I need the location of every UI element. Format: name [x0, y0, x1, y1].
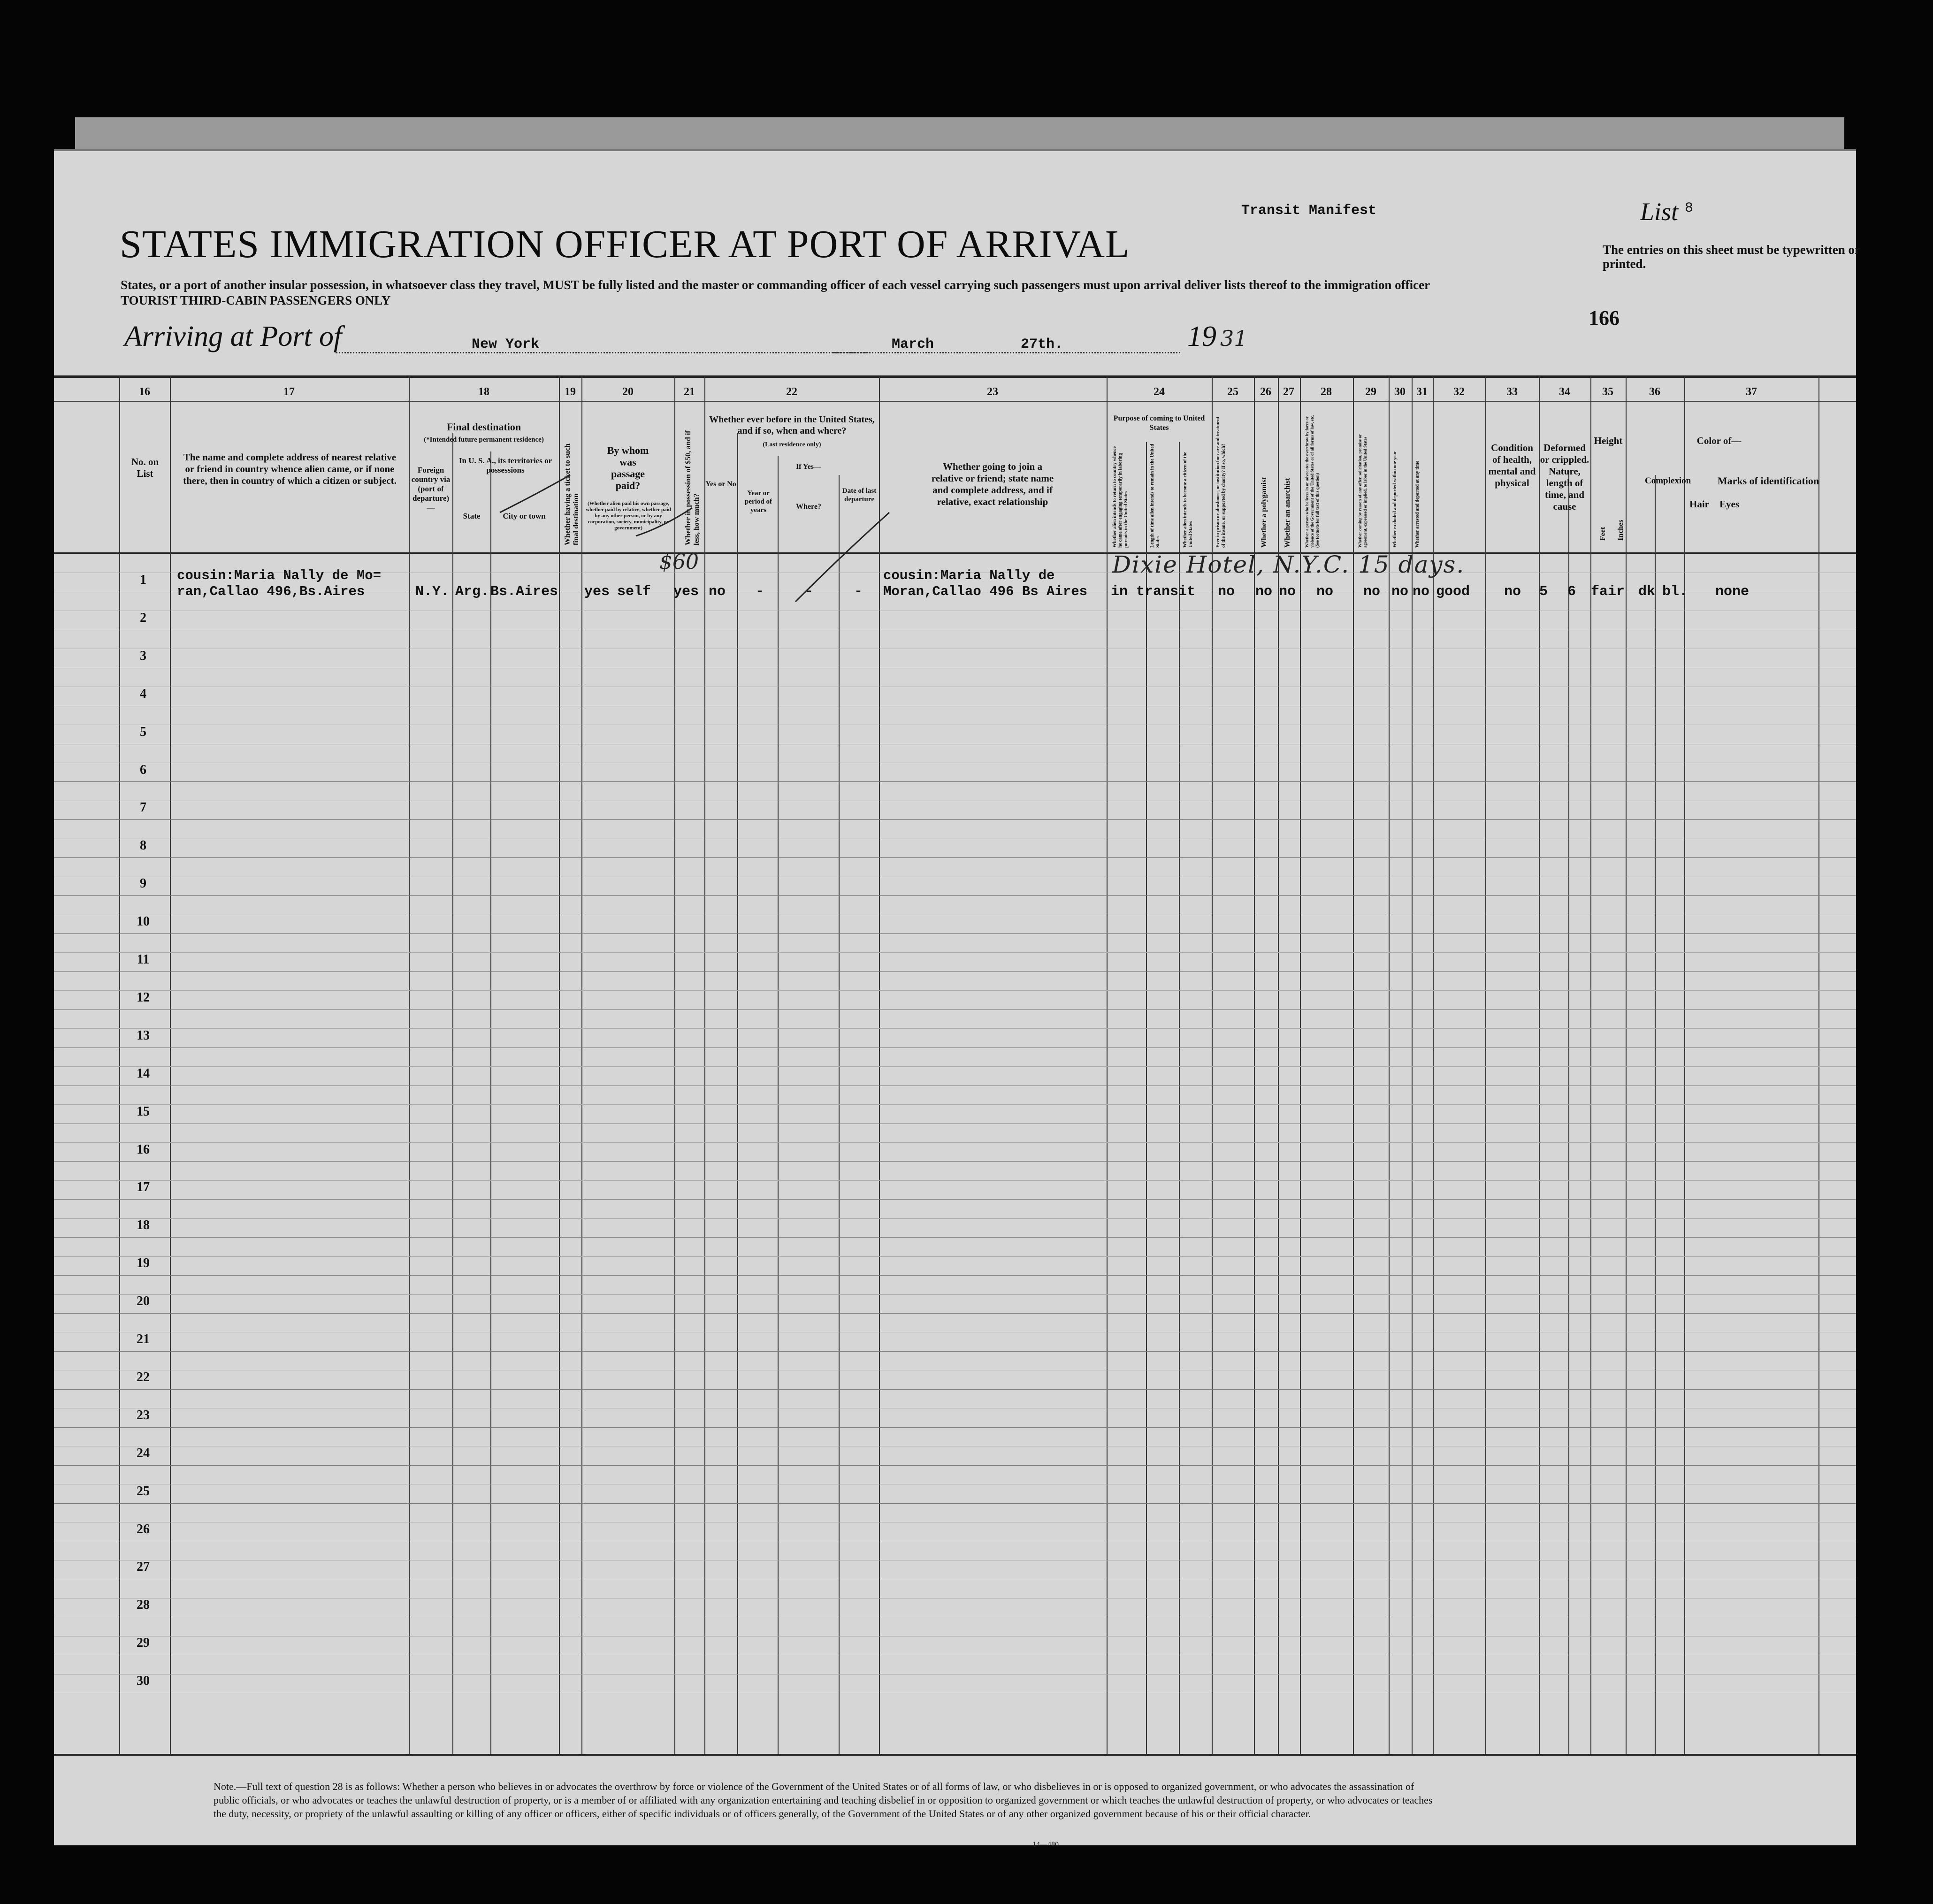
table-row: [54, 1199, 1856, 1200]
col-divider: [1485, 376, 1486, 1754]
col-number: 35: [1602, 386, 1613, 398]
table-row: [54, 1275, 1856, 1276]
hdr-final-destination-note: (*Intended future permanent residence): [424, 436, 544, 444]
hdr-overthrow: Whether a person who believes in or advocates the overthrow by force or violence of the Government of the United States or of all forms of law, etc. (See footnote for full text of this question): [1305, 415, 1320, 548]
row-number: 14: [137, 1066, 150, 1081]
row-number: 21: [137, 1332, 150, 1346]
table-row: [54, 1009, 1856, 1010]
col-number: 31: [1416, 386, 1428, 398]
manifest-sheet: [54, 149, 1860, 1849]
col-divider: [1818, 376, 1819, 1754]
arriving-label: Arriving at Port of: [124, 321, 342, 352]
row-subline: [54, 952, 1856, 953]
row-number: 29: [137, 1636, 150, 1651]
row-number: 5: [140, 724, 146, 739]
col-number: 17: [283, 386, 295, 398]
col-divider: [1389, 376, 1390, 1754]
table-row: [54, 1161, 1856, 1162]
row-number: 30: [137, 1674, 150, 1689]
col-number: 36: [1649, 386, 1660, 398]
row-subline: [54, 1104, 1856, 1105]
hdr-foreign-country: Foreign country via (port of departure)—: [411, 466, 451, 512]
hdr-purpose-citizen: Whether alien intends to become a citizen of the United States: [1183, 451, 1193, 548]
hdr-last-residence: (Last residence only): [763, 441, 821, 448]
hdr-passage-paid-note: (Whether alien paid his own passage, whether paid by relative, whether paid by any other person, or by any corporation, society, municipality, or government): [586, 501, 671, 531]
col-divider: [1539, 376, 1540, 1754]
hdr-height: Height: [1594, 435, 1623, 446]
table-row: [54, 1237, 1856, 1238]
sub-divider: [1568, 470, 1569, 1754]
hair-value: dk: [1638, 584, 1656, 600]
col-number: 24: [1154, 386, 1165, 398]
col-divider: [704, 376, 705, 1754]
row-number: 2: [140, 610, 146, 625]
row-subline: [54, 1142, 1856, 1143]
date-line: [833, 352, 1180, 353]
before-date-value: -: [854, 584, 863, 600]
col-number: 34: [1559, 386, 1570, 398]
col-divider: [1254, 376, 1255, 1754]
before-where-value: -: [805, 584, 814, 600]
sub-divider: [452, 433, 453, 1754]
hdr-anarchist: Whether an anarchist: [1284, 478, 1291, 548]
hdr-polygamist: Whether a polygamist: [1260, 477, 1268, 548]
hdr-yes-or-no: Yes or No: [705, 480, 736, 488]
row-number: 20: [137, 1294, 150, 1309]
dest-city: Bs.Aires: [490, 584, 558, 600]
row-number: 4: [140, 686, 146, 701]
hdr-deformed: Deformed or crippled. Nature, length of time, and cause: [1540, 442, 1589, 512]
hdr-feet: Feet: [1599, 527, 1607, 541]
hdr-in-usa: In U. S. A., its territories or possessions: [458, 456, 552, 474]
day-value: 27th.: [1021, 336, 1063, 352]
hdr-passage-paid: By whom was passage paid?: [607, 444, 649, 491]
dest-state: Arg.: [455, 584, 489, 600]
passenger-class: TOURIST THIRD-CABIN PASSENGERS ONLY: [121, 293, 391, 307]
hdr-purpose-return: Whether alien intends to return to country whence he came after engaging temporarily in laboring pursuits in the United States: [1112, 446, 1129, 548]
hdr-joining-relative: Whether going to join a relative or friend; state name and complete address, and if relative, exact relationship: [931, 461, 1054, 507]
col-divider: [1684, 376, 1685, 1754]
table-row: [54, 971, 1856, 972]
row-number: 12: [137, 990, 150, 1005]
col-number: 20: [622, 386, 634, 398]
hdr-inches: Inches: [1617, 520, 1625, 541]
hdr-marks: Marks of identification: [1717, 475, 1819, 487]
hdr-purpose: Purpose of coming to United States: [1113, 414, 1205, 432]
col-divider: [1590, 376, 1591, 1754]
relative-address-line2: ran,Callao 496,Bs.Aires: [177, 584, 365, 599]
row-number: 1: [140, 573, 146, 587]
row-number: 10: [137, 914, 150, 929]
col-divider: [1278, 376, 1279, 1754]
col-number: 32: [1453, 386, 1465, 398]
footnote-question-28: Note.—Full text of question 28 is as follows: Whether a person who believes in or advocates the overthrow by force or violence of the Government of the United States or of all forms of law, or who disbelieves in or is opposed to organized government, or who advocates the assassination of public officials, or who advocates or teaches the unlawful destruction of property, or is a member of or affiliated with any organization entertaining and teaching disbelief in or opposition to organized government or which teaches the unlawful destruction of property, or who advocates or teaches the duty, necessity, or propriety of the unlawful assaulting or killing of any officer or officers, either of specific individuals or of officers generally, of the Government of the United States or of any other organized government because of his or their official character.: [214, 1781, 1433, 1820]
table-top-border: [54, 375, 1856, 378]
sub-divider: [1655, 475, 1656, 1754]
hdr-excluded: Whether excluded and deported within one year: [1392, 451, 1398, 548]
col-divider: [409, 376, 410, 1754]
table-row: [54, 1503, 1856, 1504]
hdr-eyes: Eyes: [1719, 498, 1739, 510]
sub-divider: [778, 456, 779, 1754]
col-number: 18: [478, 386, 489, 398]
row-number: 11: [137, 952, 150, 967]
form-instructions: States, or a port of another insular possession, in whatsoever class they travel, MUST be fully listed and the master or commanding officer of each vessel carrying such passengers must upon arrival deliver lists thereof to the immigration officer: [121, 278, 1430, 292]
col-number: 25: [1227, 386, 1238, 398]
hdr-purpose-length: Length of time alien intends to remain in the United States: [1150, 444, 1161, 548]
hdr-state: State: [463, 512, 481, 520]
hdr-before-in-us: Whether ever before in the United States, and if so, when and where?: [709, 414, 875, 436]
sub-divider: [839, 475, 840, 1754]
row-number: 15: [137, 1104, 150, 1119]
row-number: 3: [140, 648, 146, 663]
anarchist-value: no: [1279, 584, 1296, 600]
hdr-if-yes: If Yes—: [795, 463, 822, 471]
form-number: 14—480: [1032, 1841, 1059, 1849]
table-row: [54, 1465, 1856, 1466]
col-divider: [1626, 376, 1627, 1754]
dest-foreign: N.Y.: [415, 584, 450, 600]
sub-divider: [737, 433, 738, 1754]
labor-offer-value: no: [1363, 584, 1381, 600]
col-divider: [1300, 376, 1301, 1754]
arrested-value: no: [1413, 584, 1430, 600]
before-year-value: -: [756, 584, 764, 600]
row-subline: [54, 1180, 1856, 1181]
sub-divider: [1146, 442, 1147, 1754]
year-printed: 19: [1187, 321, 1216, 352]
hdr-complexion: Complexion: [1645, 476, 1691, 486]
table-row: [54, 895, 1856, 896]
joining-address-line1: cousin:Maria Nally de: [883, 568, 1055, 583]
polygamist-value: no: [1255, 584, 1273, 600]
hdr-date-last-departure: Date of last departure: [842, 487, 877, 503]
money-value: yes: [673, 584, 699, 600]
col-number: 30: [1394, 386, 1406, 398]
typewritten-notice: The entries on this sheet must be typewritten or printed.: [1603, 243, 1860, 271]
col-number: 28: [1321, 386, 1332, 398]
table-row: [54, 857, 1856, 858]
height-feet-value: 5: [1539, 584, 1548, 600]
hdr-nearest-relative: The name and complete address of nearest relative or friend in country whence alien came, or if none there, then in country of which a citizen or subject.: [183, 451, 397, 486]
col-divider: [1433, 376, 1434, 1754]
table-row: [54, 819, 1856, 820]
ticket-value: yes: [584, 584, 610, 600]
col-divider: [581, 376, 582, 1754]
col-number: 19: [565, 386, 576, 398]
marks-value: none: [1715, 584, 1750, 600]
health-value: good: [1436, 584, 1470, 600]
row-number: 27: [137, 1560, 150, 1575]
money-handwritten: $60: [659, 550, 699, 574]
eyes-value: bl.: [1662, 584, 1688, 600]
excluded-value: no: [1391, 584, 1409, 600]
row-subline: [54, 990, 1856, 991]
row-number: 7: [140, 800, 146, 815]
col-divider: [1212, 376, 1213, 1754]
row-subline: [54, 1218, 1856, 1219]
before-in-us-value: no: [709, 584, 726, 600]
sub-divider: [1179, 442, 1180, 1754]
hdr-no-on-list: No. on List: [131, 456, 159, 479]
col-divider: [559, 376, 560, 1754]
hdr-city: City or town: [503, 512, 546, 520]
month-value: March: [892, 336, 934, 352]
hdr-health: Condition of health, mental and physical: [1488, 442, 1536, 489]
overthrow-value: no: [1316, 584, 1334, 600]
manifest-type: Transit Manifest: [1241, 203, 1377, 219]
col-divider: [674, 376, 675, 1754]
port-line: [336, 352, 871, 353]
col-number: 26: [1260, 386, 1271, 398]
hdr-where: Where?: [796, 503, 821, 511]
complexion-value: fair: [1591, 584, 1625, 600]
row-number: 23: [137, 1407, 150, 1422]
table-row: [54, 1389, 1856, 1390]
prison-value: no: [1218, 584, 1235, 600]
col-number: 23: [987, 386, 998, 398]
list-label: List: [1640, 198, 1679, 226]
row-subline: [54, 1256, 1856, 1257]
row-number: 19: [137, 1256, 150, 1271]
col-divider: [1107, 376, 1108, 1754]
form-title: STATES IMMIGRATION OFFICER AT PORT OF ARRIVAL: [120, 222, 1130, 266]
col-number: 22: [786, 386, 797, 398]
hdr-arrested: Whether arrested and deported at any time: [1415, 460, 1420, 548]
row-number: 28: [137, 1598, 150, 1613]
row-number: 26: [137, 1522, 150, 1537]
col-number: 21: [684, 386, 695, 398]
hdr-fifty-dollars: Whether in possession of $50, and if less, how much?: [684, 430, 701, 545]
row-number: 22: [137, 1369, 150, 1384]
row-number: 6: [140, 762, 146, 777]
col-number: 27: [1283, 386, 1294, 398]
list-number: 8: [1685, 200, 1694, 216]
sheet-number: 166: [1589, 306, 1620, 329]
table-row: [54, 1313, 1856, 1314]
row-subline: [54, 1674, 1856, 1675]
deformed-value: no: [1504, 584, 1521, 600]
col-number: 29: [1365, 386, 1376, 398]
col-divider: [879, 376, 880, 1754]
table-row: [54, 1351, 1856, 1352]
passage-paid-value: self: [617, 584, 651, 600]
row-subline: [54, 1028, 1856, 1029]
row-number: 18: [137, 1218, 150, 1233]
hdr-ticket: Whether having a ticket to such final destination: [564, 443, 580, 545]
row-number: 13: [137, 1028, 150, 1043]
col-number: 37: [1746, 386, 1757, 398]
hdr-hair: Hair: [1689, 498, 1709, 510]
col-divider: [1412, 376, 1413, 1754]
row-number: 24: [137, 1445, 150, 1460]
year-handwritten: 31: [1220, 326, 1248, 351]
handwritten-check-strokes: [54, 151, 1856, 1841]
purpose-handwritten: Dixie Hotel, N.Y.C. 15 days.: [1112, 551, 1465, 578]
header-bottom-border: [54, 552, 1856, 554]
hdr-year-or-period: Year or period of years: [745, 489, 772, 514]
port-value: New York: [472, 336, 540, 352]
table-row: [54, 933, 1856, 934]
table-bottom-border: [54, 1754, 1856, 1756]
row-subline: [54, 1294, 1856, 1295]
row-number: 9: [140, 876, 146, 891]
sub-divider: [490, 451, 491, 1754]
col-number: 33: [1506, 386, 1518, 398]
row-number: 25: [137, 1483, 150, 1499]
colnum-divider: [54, 401, 1856, 402]
col-divider: [1353, 376, 1354, 1754]
row-number: 17: [137, 1180, 150, 1195]
height-inches-value: 6: [1567, 584, 1576, 600]
row-number: 16: [137, 1142, 150, 1157]
hdr-labor-offer: Whether coming by reason of any offer, solicitation, promise or agreement, expressed or implied, to labor in the United States: [1358, 434, 1368, 548]
hdr-prison: Ever in prison or almshouse, or institution for care and treatment of the insane, or supported by charity? If so, which?: [1215, 416, 1226, 548]
table-row: [54, 781, 1856, 782]
col-number: 16: [139, 386, 150, 398]
hdr-final-destination: Final destination: [446, 421, 521, 433]
table-row: [54, 1427, 1856, 1428]
row-subline: [54, 1066, 1856, 1067]
row-number: 8: [140, 838, 146, 853]
col-divider: [170, 376, 171, 1754]
relative-address-line1: cousin:Maria Nally de Mo=: [177, 568, 382, 583]
purpose-value: in transit: [1111, 584, 1196, 600]
hdr-color-of: Color of—: [1696, 435, 1742, 446]
joining-address-line2: Moran,Callao 496 Bs Aires: [883, 584, 1088, 599]
